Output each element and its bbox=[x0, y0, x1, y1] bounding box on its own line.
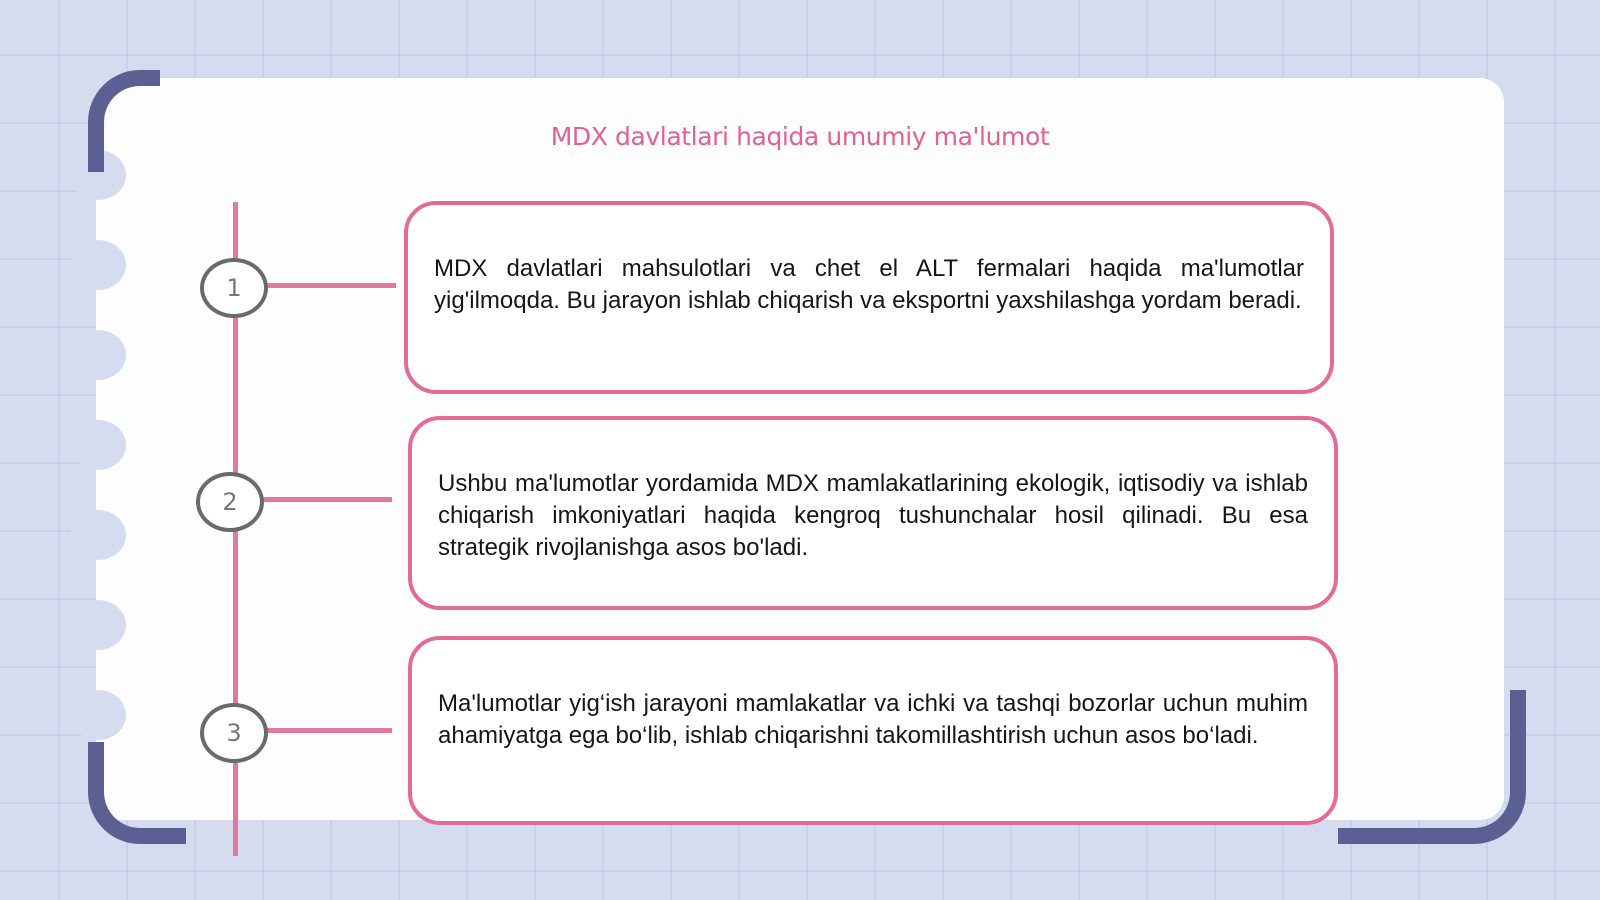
notebook-scallop bbox=[70, 510, 126, 560]
notebook-scallop bbox=[70, 690, 126, 740]
step-card bbox=[408, 416, 1338, 610]
step-connector bbox=[262, 728, 392, 733]
step-number-circle: 1 bbox=[200, 258, 268, 318]
step-number-circle: 3 bbox=[200, 703, 268, 763]
notebook-scallop bbox=[70, 600, 126, 650]
step-connector bbox=[262, 283, 396, 288]
slide-title: MDX davlatlari haqida umumiy ma'lumot bbox=[550, 122, 1050, 151]
frame-corner-bottom-left bbox=[88, 742, 186, 844]
step-text: MDX davlatlari mahsulotlari va chet el ALT fermalari haqida ma'lumotlar yig'ilmoqda. Bu jarayon ishlab chiqarish va eksportni yaxshilashga yordam beradi. bbox=[434, 255, 1304, 314]
step-card bbox=[404, 201, 1334, 394]
notebook-scallop bbox=[70, 240, 126, 290]
step-number-circle: 2 bbox=[196, 472, 264, 532]
notebook-scallop bbox=[70, 330, 126, 380]
frame-corner-bottom-right bbox=[1338, 690, 1526, 844]
step-connector bbox=[258, 497, 392, 502]
notebook-scallop bbox=[70, 420, 126, 470]
frame-corner-top-left bbox=[88, 70, 160, 172]
step-text: Ma'lumotlar yig‘ish jarayoni mamlakatlar va ichki va tashqi bozorlar uchun muhim ahamiyatga ega bo‘lib, ishlab chiqarishni takomillashtirish uchun asos bo‘ladi. bbox=[438, 690, 1308, 749]
step-text: Ushbu ma'lumotlar yordamida MDX mamlakatlarining ekologik, iqtisodiy va ishlab chiqarish imkoniyatlari haqida kengroq tushunchalar hosil qilinadi. Bu esa strategik rivojlanishga asos bo'ladi. bbox=[438, 470, 1308, 561]
step-card bbox=[408, 636, 1338, 825]
